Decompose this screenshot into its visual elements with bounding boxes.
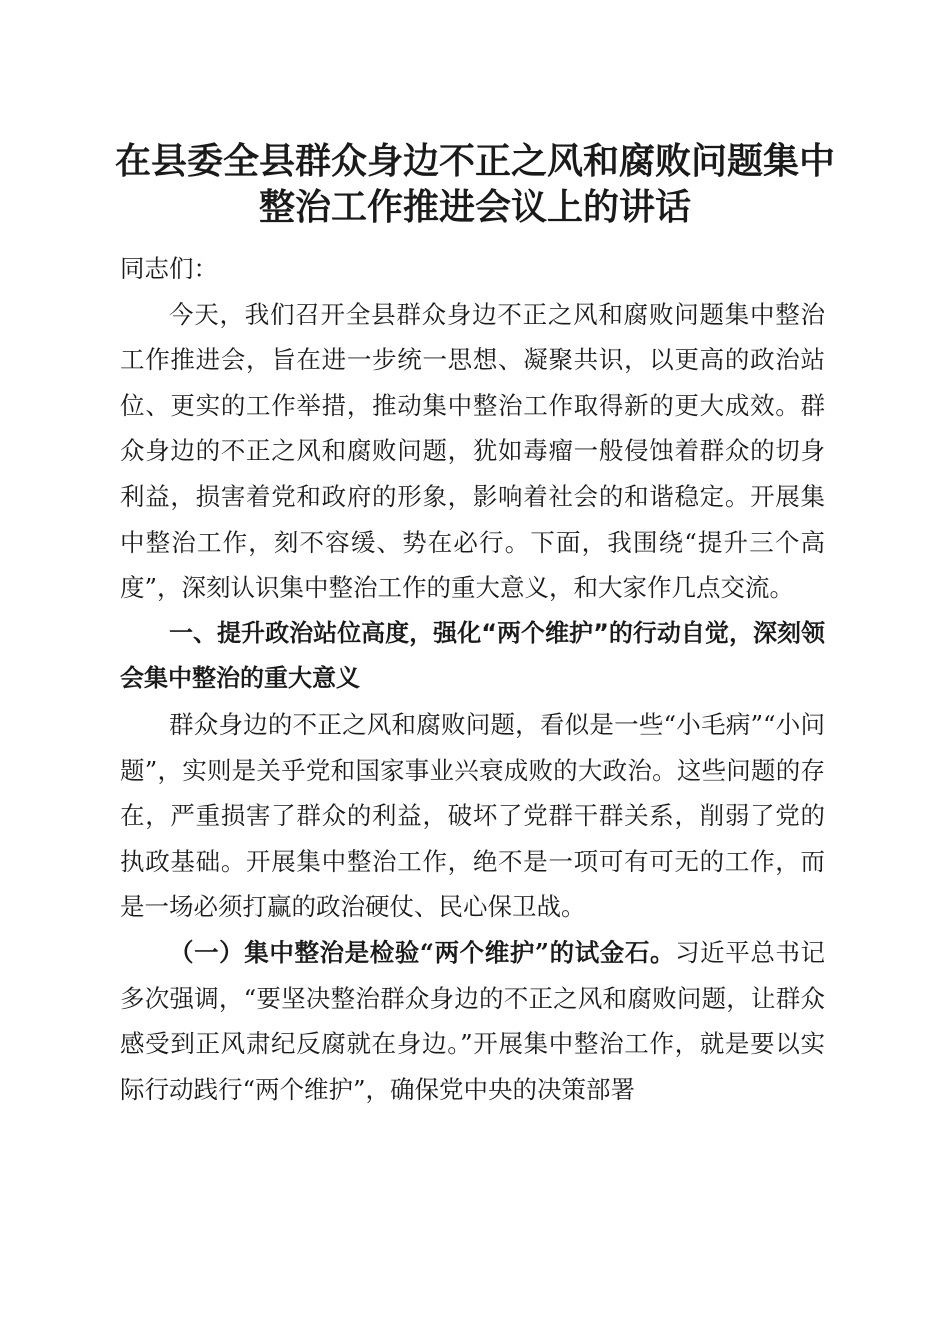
paragraph-intro: 今天，我们召开全县群众身边不正之风和腐败问题集中整治工作推进会，旨在进一步统一思想、凝聚共识，以更高的政治站位、更实的工作举措，推动集中整治工作取得新的更大成效。群众身边的不正之风和腐败问题，犹如毒瘤一般侵蚀着群众的切身利益，损害着党和政府的形象，影响着社会的和谐稳定。开展集中整治工作，刻不容缓、势在必行。下面，我围绕“提升三个高度”，深刻认识集中整治工作的重大意义，和大家作几点交流。: [120, 299, 825, 603]
subsection-text-1: 习近平总书记多次强调，“要坚决整治群众身边的不正之风和腐败问题，让群众感受到正风肃纪反腐就在身边。”开展集中整治工作，就是要以实际行动践行“两个维护”，确保党中央的决策部署: [120, 937, 826, 1104]
document-title-line-2: 整治工作推进会议上的讲话: [258, 186, 691, 228]
document-title-line-1: 在县委全县群众身边不正之风和腐败问题集中: [114, 140, 835, 182]
subsection-heading-1: （一）集中整治是检验“两个维护”的试金石。: [169, 937, 676, 967]
subsection-paragraph-1: [120, 930, 825, 1112]
document-body: [120, 246, 825, 1112]
paragraph-section-1: 群众身边的不正之风和腐败问题，看似是一些“小毛病”“小问题”，实则是关乎党和国家事业兴衰成败的大政治。这些问题的存在，严重损害了群众的利益，破坏了党群干群关系，削弱了党的执政基础。开展集中整治工作，绝不是一项可有可无的工作，而是一场必须打赢的政治硬仗、民心保卫战。: [120, 709, 825, 922]
salutation: 同志们：: [120, 254, 218, 283]
section-heading-1: 一、提升政治站位高度，强化“两个维护”的行动自觉，深刻领会集中整治的重大意义: [120, 618, 825, 693]
